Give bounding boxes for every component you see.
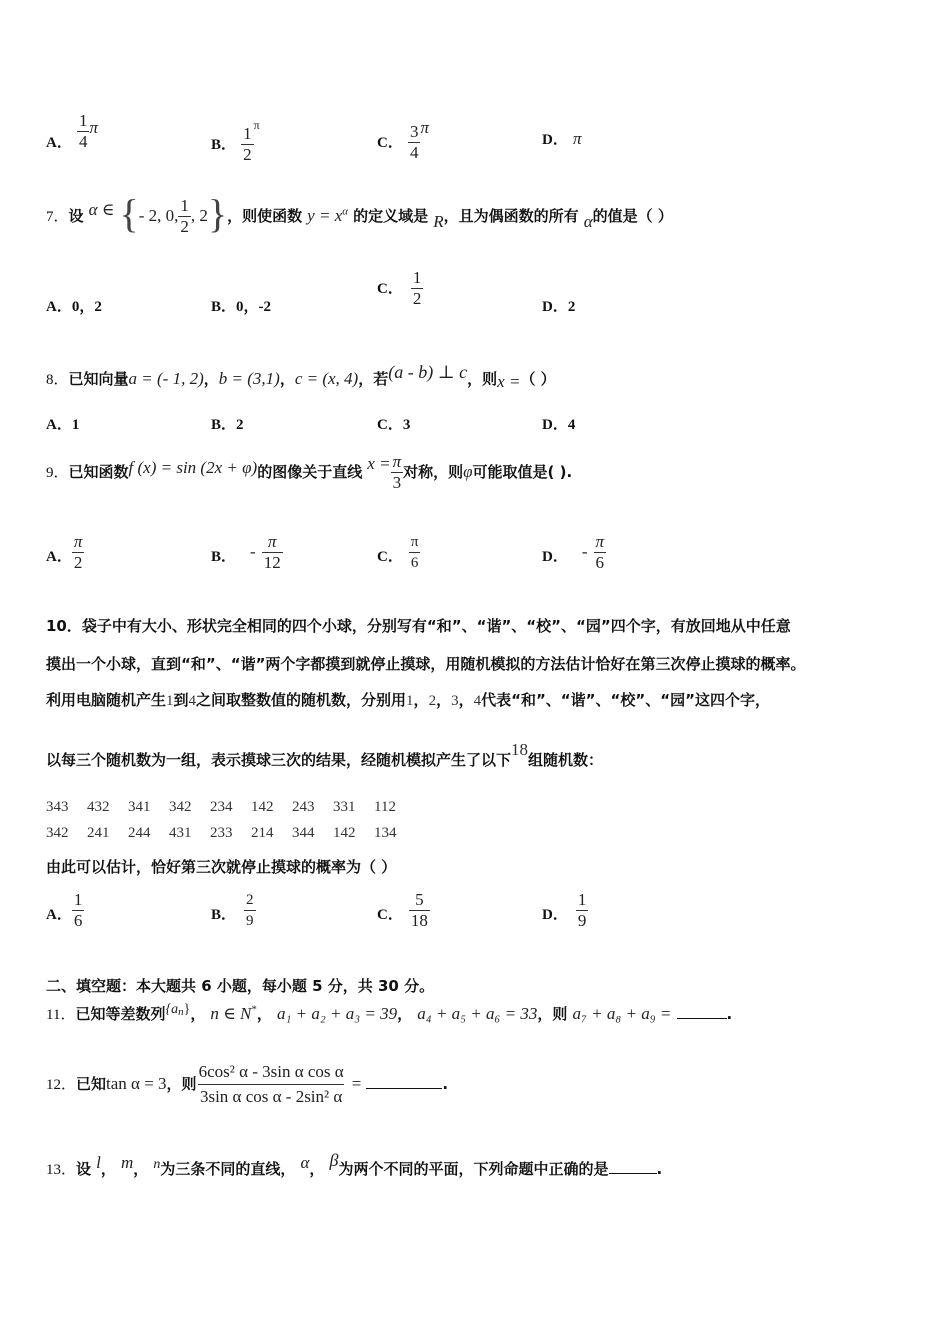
fraction [262, 532, 283, 573]
fraction [197, 1060, 346, 1109]
option-text: 4 [567, 417, 576, 433]
stem-text: 以每三个随机数为一组，表示摸球三次的结果，经随机模拟产生了以下 [46, 751, 512, 769]
option-text: 3 [402, 417, 411, 433]
math-expression: x = [367, 454, 391, 473]
number: 18 [511, 740, 529, 759]
vector-a: a = (- 1, 2) [128, 369, 204, 388]
separator: ， [397, 1005, 413, 1023]
separator: ， [436, 691, 452, 709]
stem-text: 的定义域是 [353, 207, 429, 225]
denominator: 2 [180, 217, 189, 236]
denominator: 3 [392, 473, 402, 492]
option-label: C． [377, 549, 403, 565]
q9-options-row [46, 532, 926, 582]
option-label: B． [211, 417, 237, 433]
numerator: π [595, 532, 605, 551]
math-symbol: α [583, 212, 593, 231]
sum-condition-1: a₁ + a₂ + a₃ = 39 [276, 1004, 398, 1023]
math-superscript: α [342, 205, 349, 218]
line-n: n [153, 1157, 161, 1172]
fraction [391, 452, 404, 493]
q6-option-a [46, 111, 98, 152]
random-number: 344 [292, 825, 315, 841]
option-text: 2 [236, 417, 244, 433]
q7-stem [46, 190, 673, 237]
brace-open: { [119, 191, 139, 236]
denominator: 2 [412, 289, 422, 308]
stem-text: 为三条不同的直线， [160, 1160, 296, 1178]
option-label: B． [211, 907, 237, 923]
line-l: l [96, 1153, 101, 1172]
option-text: 1 [71, 417, 80, 433]
line-m: m [120, 1153, 134, 1172]
number: 4 [473, 693, 482, 709]
option-label: D． [542, 417, 568, 433]
vector-c: c = (x, 4) [294, 369, 359, 388]
stem-text: 已知向量 [68, 370, 129, 388]
separator: ， [100, 1160, 116, 1178]
q11-stem [46, 1002, 732, 1024]
math-expression: α ∈ [88, 200, 115, 219]
math-expression: tan α = 3 [106, 1074, 167, 1093]
stem-text: ，则使函数 [227, 207, 303, 225]
random-number: 214 [251, 825, 274, 841]
separator: ， [458, 691, 474, 709]
question-number: 7． [46, 209, 69, 225]
stem-text: 之间取整数值的随机数，分别用 [196, 691, 407, 709]
number: 3 [451, 693, 459, 709]
sequence: {a [165, 1002, 179, 1017]
denominator: 6 [73, 911, 83, 930]
q7-options-row [46, 268, 926, 318]
answer-blank[interactable] [366, 1074, 442, 1089]
q10-line-3 [46, 689, 770, 710]
fraction [178, 196, 191, 237]
numerator: π [392, 452, 402, 471]
pi-symbol: π [89, 118, 98, 137]
option-text: 0，-2 [236, 299, 272, 315]
q7-option-a [46, 295, 102, 316]
fraction [411, 268, 424, 309]
fraction [408, 122, 421, 163]
superscript: * [251, 1003, 257, 1016]
sum-condition-2: a₄ + a₅ + a₆ = 33 [417, 1004, 538, 1023]
fraction [241, 124, 254, 165]
q10-line-2: 摸出一个小球，直到“和”、“谐”两个字都摸到就停止摸球，用随机模拟的方法估计恰好在第三次停止摸球的概率。 [46, 655, 806, 673]
stem-text: 的图像关于直线 [257, 463, 363, 481]
option-text: 2 [567, 299, 576, 315]
fraction [594, 532, 607, 573]
separator: ， [279, 370, 295, 388]
fraction [576, 890, 589, 931]
denominator: 2 [73, 553, 83, 572]
section-2-title: 二、填空题：本大题共 6 小题，每小题 5 分，共 30 分。 [46, 977, 435, 995]
numerator: π [73, 532, 83, 551]
numerator: 1 [73, 890, 83, 909]
denominator: 4 [78, 132, 88, 151]
stem-text: 组随机数： [528, 751, 604, 769]
random-number: 331 [333, 799, 356, 815]
option-label: D． [542, 907, 568, 923]
q10-options-row [46, 890, 926, 940]
fraction [72, 890, 85, 931]
q8-stem [46, 362, 556, 392]
phi-symbol: φ [463, 462, 473, 481]
stem-text: 到 [173, 691, 189, 709]
denominator: 6 [595, 553, 605, 572]
stem-text: . [442, 1075, 449, 1093]
denominator: 3sin α cos α - 2sin² α [198, 1084, 344, 1109]
function-expression: f (x) = sin (2x + φ) [128, 458, 258, 477]
q6-option-d [542, 128, 581, 149]
q10-line-1: 10．袋子中有大小、形状完全相同的四个小球，分别写有“和”、“谐”、“校”、“园”四个字，有放回地从中任意 [46, 617, 791, 635]
numerator: 1 [577, 890, 587, 909]
q7-option-d [542, 295, 575, 316]
stem-text: 可能取值是( ). [472, 463, 573, 481]
random-number: 432 [87, 799, 110, 815]
math-expression: x = [497, 372, 521, 391]
option-label: D． [542, 132, 568, 148]
stem-text: 的值是（ ） [592, 207, 673, 225]
numerator: 5 [415, 890, 424, 909]
question-number: 11． [46, 1007, 76, 1023]
stem-text: ，若 [358, 370, 389, 388]
math-expression: n ∈ N [210, 1004, 252, 1023]
q9-option-c [377, 532, 420, 573]
q7-option-c [377, 268, 423, 309]
q8-option-b [211, 413, 244, 434]
random-number: 233 [210, 825, 233, 841]
denominator: 9 [244, 910, 256, 931]
stem-text: 对称，则 [403, 463, 464, 481]
stem-text: ，则 [537, 1005, 568, 1023]
option-label: D． [542, 549, 568, 565]
denominator: 12 [263, 553, 281, 572]
vector-b: b = (3,1) [218, 369, 280, 388]
random-number-row-2 [46, 822, 415, 842]
option-label: B． [211, 137, 237, 153]
q8-option-d [542, 413, 575, 434]
random-number: 241 [87, 825, 110, 841]
number: 1 [406, 693, 414, 709]
option-label: C． [377, 135, 403, 151]
question-number: 13． [46, 1162, 77, 1178]
stem-text: . [726, 1005, 733, 1023]
random-number: 243 [292, 799, 315, 815]
option-label: D． [542, 299, 568, 315]
separator: ， [190, 1005, 206, 1023]
pi-symbol: π [253, 118, 260, 132]
separator: ， [309, 1160, 325, 1178]
option-label: A． [46, 299, 72, 315]
stem-text: 已知函数 [68, 463, 129, 481]
brace-close: } [183, 1002, 191, 1017]
stem-text: ，则 [467, 370, 498, 388]
denominator: 4 [409, 143, 419, 162]
answer-blank[interactable] [677, 1004, 727, 1019]
numerator: 1 [180, 196, 189, 215]
q8-option-c [377, 413, 410, 434]
subscript: n [178, 1006, 184, 1018]
denominator: 9 [577, 911, 587, 930]
math-expression: , 2 [190, 206, 208, 225]
pi-symbol: π [420, 118, 429, 137]
separator: ， [256, 1005, 272, 1023]
denominator: 18 [410, 911, 428, 930]
math-expression: y = x [307, 206, 343, 225]
question-number: 12． [46, 1077, 77, 1093]
option-label: C． [377, 281, 403, 297]
q8-option-a [46, 413, 79, 434]
separator: ， [413, 691, 429, 709]
random-number: 142 [251, 799, 274, 815]
stem-text: ，则 [166, 1075, 197, 1093]
sign: - [581, 542, 588, 561]
separator: ， [203, 370, 219, 388]
q6-option-c [377, 118, 429, 163]
separator: ， [133, 1160, 149, 1178]
option-label: A． [46, 135, 72, 151]
fraction [77, 111, 90, 152]
perpendicular-condition: (a - b) ⊥ c [388, 362, 468, 382]
q12-stem [46, 1060, 448, 1109]
numerator: π [410, 534, 419, 550]
random-number: 431 [169, 825, 192, 841]
stem-text: 已知等差数列 [75, 1005, 166, 1023]
plane-beta: β [329, 1150, 339, 1170]
random-number: 341 [128, 799, 151, 815]
answer-blank[interactable] [609, 1159, 657, 1174]
question-number: 9． [46, 465, 69, 481]
option-label: B． [211, 549, 237, 565]
option-label: A． [46, 549, 72, 565]
q7-option-b [211, 295, 271, 316]
stem-text: 利用电脑随机产生 [46, 691, 167, 709]
q9-option-a [46, 532, 84, 573]
numerator: 1 [412, 268, 422, 287]
math-expression: a₇ + a₈ + a₉ = [572, 1004, 672, 1023]
stem-text: 设 [68, 207, 84, 225]
fraction [244, 890, 256, 931]
q6-options-row [46, 100, 926, 164]
plane-alpha: α [300, 1153, 310, 1172]
numerator: 6cos² α - 3sin α cos α [198, 1062, 344, 1081]
q13-stem [46, 1150, 662, 1179]
denominator: 6 [409, 552, 421, 573]
random-number: 342 [169, 799, 192, 815]
fraction [409, 890, 430, 931]
math-expression: - 2, 0, [138, 206, 179, 225]
sign: - [250, 542, 256, 561]
random-number: 343 [46, 799, 69, 815]
q9-option-d [542, 532, 606, 573]
q10-line-5: 由此可以估计，恰好第三次就停止摸球的概率为（ ） [46, 858, 397, 876]
stem-text: 代表“和”、“谐”、“校”、“园”这四个字， [481, 691, 770, 709]
random-number: 134 [374, 825, 397, 841]
numerator: 1 [78, 111, 88, 130]
numerator: 2 [246, 892, 254, 908]
fraction [72, 532, 85, 573]
random-number: 342 [46, 825, 69, 841]
option-label: A． [46, 907, 72, 923]
q10-option-d [542, 890, 588, 931]
equals-sign: = [351, 1074, 362, 1093]
stem-text: 设 [76, 1160, 92, 1178]
option-label: B． [211, 299, 237, 315]
option-text: 0，2 [71, 299, 102, 315]
stem-text: ，且为偶函数的所有 [443, 207, 579, 225]
option-label: C． [377, 907, 403, 923]
stem-text: 已知 [76, 1075, 107, 1093]
q8-options-row [46, 413, 926, 435]
q10-option-c [377, 890, 430, 931]
denominator: 2 [243, 145, 252, 164]
pi-symbol: π [572, 129, 582, 148]
random-number: 234 [210, 799, 233, 815]
stem-text: . [656, 1160, 663, 1178]
q10-option-a [46, 890, 84, 931]
numerator: π [267, 532, 277, 551]
math-symbol: R [433, 212, 444, 231]
q10-option-b [211, 890, 256, 931]
stem-text: （ ） [520, 370, 556, 388]
q6-option-b [211, 118, 260, 165]
option-label: A． [46, 417, 72, 433]
question-number: 8． [46, 372, 69, 388]
random-number: 112 [374, 799, 396, 815]
random-number-row-1 [46, 796, 415, 816]
number: 4 [188, 693, 197, 709]
q10-line-4 [46, 740, 603, 770]
number: 1 [166, 693, 174, 709]
random-number: 244 [128, 825, 151, 841]
q9-stem [46, 452, 572, 493]
numerator: 3 [409, 122, 419, 141]
random-number: 142 [333, 825, 356, 841]
q9-option-b [211, 532, 283, 573]
stem-text: 为两个不同的平面，下列命题中正确的是 [338, 1160, 609, 1178]
option-label: C． [377, 417, 403, 433]
brace-close: } [207, 191, 228, 236]
number: 2 [428, 693, 437, 709]
numerator: 1 [243, 124, 252, 143]
fraction [409, 532, 421, 573]
